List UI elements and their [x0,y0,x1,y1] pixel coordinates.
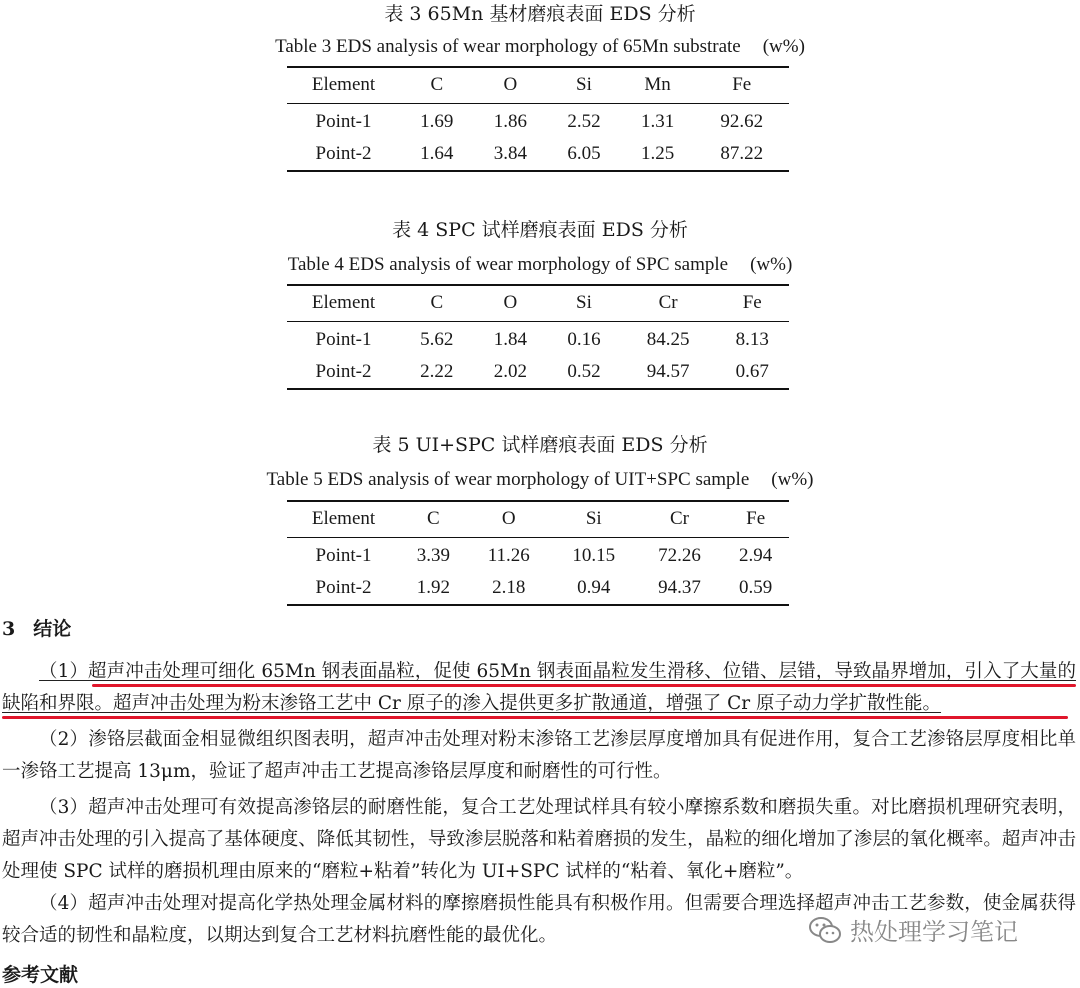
table-cell: 94.57 [646,360,690,382]
table4 [287,284,789,390]
table-row [287,571,789,605]
table-row [287,321,789,355]
table3-unit: (w%) [762,36,805,57]
table-cell: 1.86 [493,111,528,133]
table-cell: 0.52 [567,360,601,382]
table-cell: Point-1 [315,111,372,133]
table5-unit: (w%) [771,469,814,490]
table-cell: 1.64 [420,142,454,164]
table-cell: 2.18 [492,576,526,598]
table3-header-cell: Mn [621,67,695,103]
section-number: 3 [2,618,16,640]
table-cell: 1.84 [493,329,528,351]
table-cell: 72.26 [658,545,701,567]
table-cell: 2.52 [567,111,601,133]
table3-caption-en [0,35,1080,59]
watermark [808,912,1018,947]
table-cell: 84.25 [646,329,690,351]
table3-header-cell: Fe [694,67,789,103]
highlighted-text: （1）超声冲击处理可细化 65Mn 钢表面晶粒，促使 65Mn 钢表面晶粒发生滑移、位错、层错，导致晶界增加，引入了大量的缺陷和界限。超声冲击处理为粉末渗铬工艺中 Cr 原子的渗入提供更多扩散通道，增强了 Cr 原子动力学扩散性能。 [2,661,1076,714]
table-cell: 3.39 [416,545,450,567]
table4-header-cell: Cr [621,285,716,321]
table4-header-cell: Si [547,285,621,321]
table5-header-cell: O [467,501,551,537]
table5-header-cell: Cr [637,501,723,537]
table-cell: Point-2 [315,360,372,382]
table-cell: 1.69 [420,111,454,133]
table-cell: 92.62 [720,111,764,133]
conclusion-paragraph-1 [2,656,1076,720]
wechat-icon [808,915,842,945]
table5-header-cell: Element [287,501,400,537]
table4-unit: (w%) [750,254,793,275]
table-cell: Point-1 [315,329,372,351]
table-cell: 2.94 [739,545,773,567]
conclusion-paragraph-2: （2）渗铬层截面金相显微组织图表明，超声冲击处理对粉末渗铬工艺渗层厚度增加具有促进作用，复合工艺渗铬层厚度相比单一渗铬工艺提高 13μm，验证了超声冲击工艺提高渗铬层厚度和耐磨性的可行性。 [2,729,1076,782]
table4-header-cell: Element [287,285,400,321]
red-highlight-line [92,684,1076,687]
table-cell: 3.84 [493,142,528,164]
table4-caption-cn: 表 4 SPC 试样磨痕表面 EDS 分析 [392,219,688,241]
table-cell: 11.26 [487,545,530,567]
table3-caption-cn: 表 3 65Mn 基材磨痕表面 EDS 分析 [384,3,696,25]
table-cell: 0.67 [735,360,769,382]
table-cell: Point-2 [315,142,372,164]
table5-header-cell: Fe [722,501,789,537]
table-cell: 2.02 [493,360,528,382]
table3-header-cell: C [400,67,474,103]
table5 [287,500,789,606]
table-cell: 94.37 [658,576,701,598]
table-cell: 5.62 [420,329,454,351]
table3 [287,66,789,172]
references-heading: 参考文献 [2,964,79,986]
table3-header-cell: Element [287,67,400,103]
table4-header-row [287,285,789,321]
table-cell: 8.13 [735,329,769,351]
table4-caption-en-text: Table 4 EDS analysis of wear morphology of SPC sample [287,254,729,275]
table4-header-cell: C [400,285,474,321]
table-cell: 1.92 [416,576,450,598]
table5-caption-cn: 表 5 UI+SPC 试样磨痕表面 EDS 分析 [372,434,708,456]
table-cell: 0.94 [577,576,611,598]
table-cell: 2.22 [420,360,454,382]
table-cell: 6.05 [567,142,601,164]
table-cell: Point-1 [315,545,372,567]
section-heading [2,616,71,642]
table-cell: 0.16 [567,329,601,351]
red-highlight-line [2,716,1068,719]
watermark-text: 热处理学习笔记 [850,918,1018,946]
table3-header-cell: Si [547,67,621,103]
table5-header-cell: C [400,501,467,537]
table5-caption-en-text: Table 5 EDS analysis of wear morphology of UIT+SPC sample [266,469,750,490]
table-cell: Point-2 [315,576,372,598]
table-row [287,537,789,571]
table-cell: 1.25 [640,142,675,164]
table5-header-cell: Si [551,501,637,537]
table-row [287,355,789,389]
table3-header-row [287,67,789,103]
section-title: 结论 [33,618,72,640]
table5-header-row [287,501,789,537]
table5-caption-en [0,468,1080,492]
conclusion-paragraph-3: （3）超声冲击处理可有效提高渗铬层的耐磨性能，复合工艺处理试样具有较小摩擦系数和磨损失重。对比磨损机理研究表明，超声冲击处理的引入提高了基体硬度、降低其韧性，导致渗层脱落和粘着磨损的发生，晶粒的细化增加了渗层的氧化概率。超声冲击处理使 SPC 试样的磨损机理由原来的“磨粒+粘着”转化为 UI+SPC 试样的“粘着、氧化+磨粒”。 [2,797,1076,882]
table4-header-cell: O [474,285,548,321]
table-row [287,137,789,171]
table-row [287,103,789,137]
table4-caption-en [0,253,1080,277]
conclusion-paragraph-4: （4）超声冲击处理对提高化学热处理金属材料的摩擦磨损性能具有积极作用。但需要合理选择超声冲击工艺参数，使金属获得较合适的韧性和晶粒度，以期达到复合工艺材料抗磨性能的最优化。 [2,893,1076,946]
table4-header-cell: Fe [715,285,789,321]
table-cell: 1.31 [640,111,675,133]
table3-header-cell: O [474,67,548,103]
table-cell: 87.22 [720,142,764,164]
table-cell: 10.15 [572,545,616,567]
table3-caption-en-text: Table 3 EDS analysis of wear morphology of 65Mn substrate [275,36,741,57]
table-cell: 0.59 [739,576,773,598]
